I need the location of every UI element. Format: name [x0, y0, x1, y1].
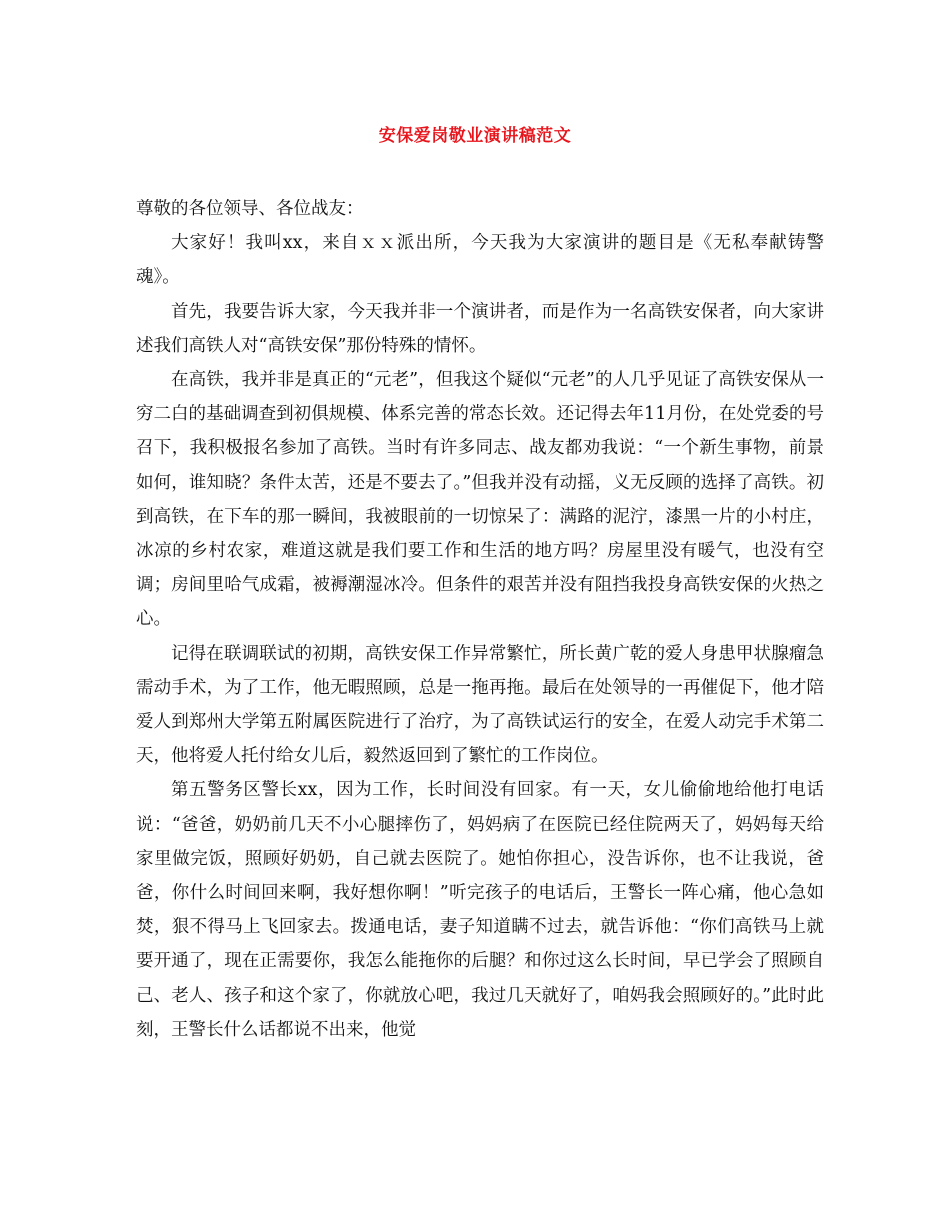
paragraph-director-huang: 记得在联调联试的初期，高铁安保工作异常繁忙，所长黄广乾的爱人身患甲状腺瘤急需动手术，为了工作，他无暇照顾，总是一拖再拖。最后在处领导的一再催促下，他才陪爱人到郑州大学第五附属医院进行了治疗，为了高铁试运行的安全，在爱人动完手术第二天，他将爱人托付给女儿后，毅然返回到了繁忙的工作岗位。: [136, 643, 824, 767]
document-body: [136, 192, 824, 1047]
document-title: 安保爱岗敬业演讲稿范文: [378, 126, 572, 146]
paragraph-sergeant-wang: 第五警务区警长xx，因为工作，长时间没有回家。有一天，女儿偷偷地给他打电话说：“爸爸，奶奶前几天不小心腿摔伤了，妈妈病了在医院已经住院两天了，妈妈每天给家里做完饭，照顾好奶奶，自己就去医院了。她怕你担心，没告诉你，也不让我说，爸爸，你什么时间回来啊，我好想你啊！”听完孩子的电话后，王警长一阵心痛，他心急如焚，狠不得马上飞回家去。拨通电话，妻子知道瞒不过去，就告诉他：“你们高铁马上就要开通了，现在正需要你，我怎么能拖你的后腿？和你过这么长时间，早已学会了照顾自己、老人、孩子和这个家了，你就放心吧，我过几天就好了，咱妈我会照顾好的。”此时此刻，王警长什么话都说不出来，他觉: [136, 780, 824, 1040]
paragraph-intro: 首先，我要告诉大家，今天我并非一个演讲者，而是作为一名高铁安保者，向大家讲述我们高铁人对“高铁安保”那份特殊的情怀。: [136, 301, 824, 356]
salutation: 尊敬的各位领导、各位战友：: [136, 199, 364, 219]
paragraph-greeting: 大家好！我叫xx，来自ｘｘ派出所，今天我为大家演讲的题目是《无私奉献铸警魂》。: [136, 233, 824, 288]
paragraph-veteran: 在高铁，我并非是真正的“元老”，但我这个疑似“元老”的人几乎见证了高铁安保从一穷二白的基础调查到初俱规模、体系完善的常态长效。还记得去年11月份，在处党委的号召下，我积极报名参加了高铁。当时有许多同志、战友都劝我说：“一个新生事物，前景如何，谁知晓？条件太苦，还是不要去了。”但我并没有动摇，义无反顾的选择了高铁。初到高铁，在下车的那一瞬间，我被眼前的一切惊呆了：满路的泥泞，漆黑一片的小村庄，冰凉的乡村农家，难道这就是我们要工作和生活的地方吗？房屋里没有暖气，也没有空调；房间里哈气成霜，被褥潮湿冰冷。但条件的艰苦并没有阻挡我投身高铁安保的火热之心。: [136, 370, 824, 630]
